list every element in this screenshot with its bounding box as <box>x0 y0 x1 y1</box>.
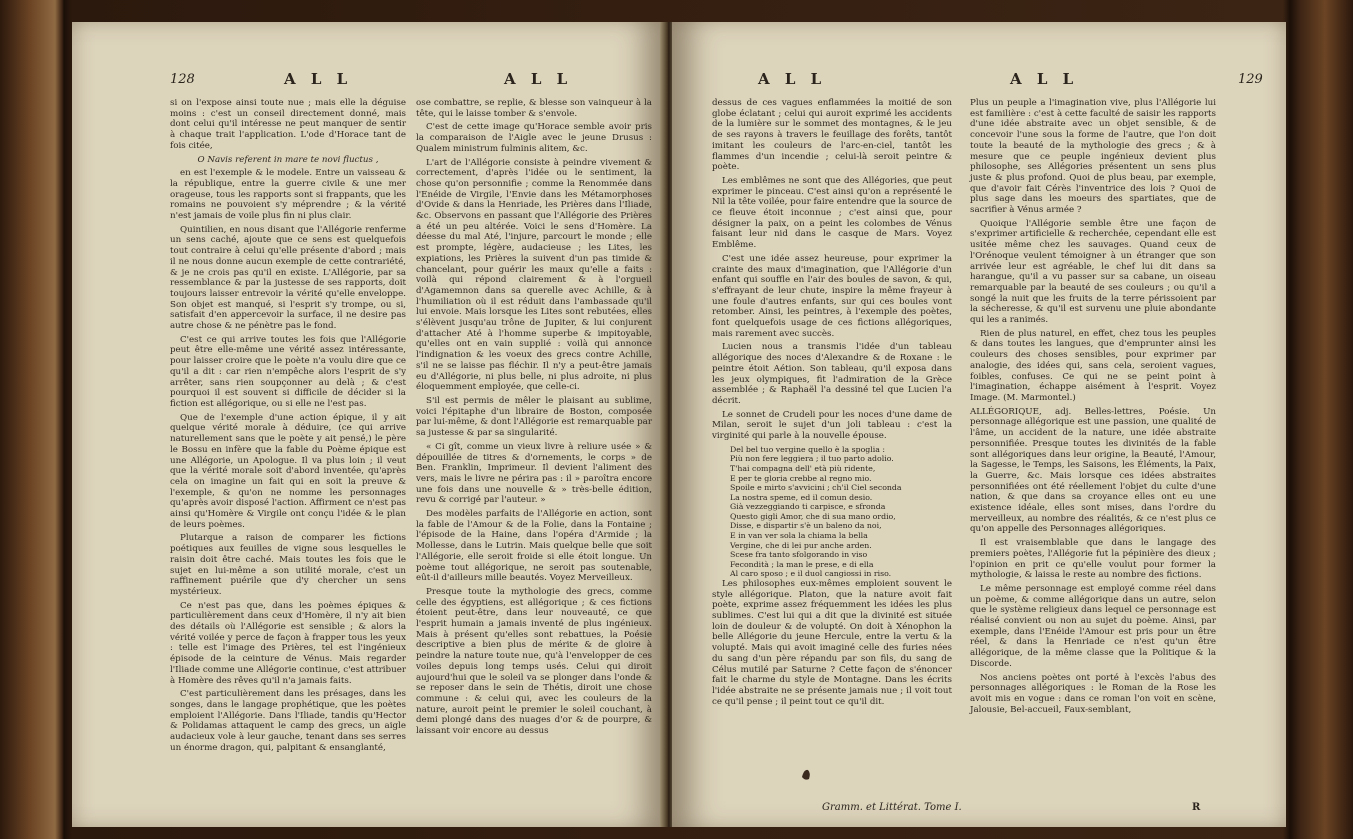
paragraph: C'est ce qui arrive toutes les fois que l'Allégorie peut être elle-même une vérité assez intéressante, pour laisser croire que le poète n'a voulu dire que ce qu'il a dit : car rien n'empêche alors l'esprit de s'y arrêter, sans rien soupçonner au delà ; & c'est pourquoi il est souvent si difficile de décider si la fiction est allégorique, ou si elle ne l'est pas. <box>170 334 406 409</box>
paragraph: Presque toute la mythologie des grecs, comme celle des égyptiens, est allégorique ; & ces fictions étoient peut-être, dans leur nouveauté, ce que l'esprit humain a jamais inventé de plus ingénieux. Mais à présent qu'elles sont rebattues, la Poésie descriptive a bien plus de mérite & de gloire à peindre la nature toute nue, qu'à l'envelopper de ces voiles depuis long temps usés. Celui qui diroit aujourd'hui que le soleil va se plonger dans l'onde & se reposer dans le sein de Thétis, diroit une chose commune : & celui qui, avec les couleurs de la nature, auroit peint le premier le soleil couchant, à demi plongé dans des nuages d'or & de pourpre, & laissant voir encore au dessus <box>416 586 652 737</box>
poem-line: Già vezzeggiando ti carpisce, e sfronda <box>730 502 886 512</box>
paragraph: L'art de l'Allégorie consiste à peindre vivement & correctement, d'après l'idée ou le sentiment, la chose qu'on personnifie ; comme la Renommée dans l'Enéide de Virgile, l'Envie dans les Métamorphoses d'Ovide & dans la Henriade, les Prières dans l'Iliade, &c. Observons en passant que l'Allégorie des Prières a été un peu altérée. Voici le sens d'Homère. La déesse du mal Até, l'injure, parcourt le monde ; elle est prompte, légère, audacieuse ; les Lites, les expiations, les Prières la suivent d'un pas timide & chancelant, pour guérir les maux qu'elle a faits : voilà qui répond clairement & à l'orgueil d'Agamemnon dans sa querelle avec Achille, & à l'humiliation où il est réduit dans l'ambassade qu'il lui envoie. Mais lorsque les Lites sont rebutées, elles s'élèvent jusqu'au trône de Jupiter, & lui conjurent d'attacher Até à l'homme superbe & impitoyable, qu'elles ont en vain supplié : voilà qui annonce l'indignation & les voeux des grecs contre Achille, s'il ne se laisse pas fléchir. Il n'y a peut-être jamais eu d'Allégorie, ni plus belle, ni plus adroite, ni plus éloquemment employée, que celle-ci. <box>416 157 652 393</box>
paragraph: S'il est permis de mêler le plaisant au sublime, voici l'épitaphe d'un libraire de Boston, composée par lui-même, & dont l'Allégorie est remarquable par sa justesse & par sa singularité. <box>416 395 652 439</box>
running-header-right: A L L <box>758 70 827 88</box>
paragraph: Lucien nous a transmis l'idée d'un tableau allégorique des noces d'Alexandre & de Roxane : le peintre étoit Aétion. Son tableau, qu'il exposa dans les jeux olympiques, fit l'admiration de la Grèce assemblée ; & Raphaël l'a dessiné tel que Lucien l'a décrit. <box>712 342 952 406</box>
paragraph: Nos anciens poètes ont porté à l'excès l'abus des personnages allégoriques : le Roman de la Rose les avoit mis en vogue : dans ce roman l'on voit en scène, Jalousie, Bel-accueil, Faux-semblant, <box>970 672 1216 715</box>
italian-sonnet <box>730 445 952 579</box>
left-column-2 <box>416 98 652 740</box>
poem-line: Più non fere leggiera ; il tuo parto adolio. <box>730 454 894 464</box>
paragraph: en est l'exemple & le modele. Entre un vaisseau & la république, entre la guerre civile & une mer orageuse, tous les rapports sont si frappants, que les romains ne pouvoient s'y méprendre ; & la vérité n'est jamais de voile plus fin ni plus clair. <box>170 168 406 222</box>
paragraph: ose combattre, se replie, & blesse son vainqueur à la tête, qui le laisse tomber & s'envole. <box>416 98 652 119</box>
paragraph: C'est de cette image qu'Horace semble avoir pris la comparaison de l'Aigle avec le jeune Drusus : Qualem ministrum fulminis alitem, &c. <box>416 122 652 154</box>
poem-line: Al caro sposo ; e il duol cangiossi in riso. <box>730 569 892 579</box>
poem-line: La nostra speme, ed il comun desio. <box>730 492 873 502</box>
poem-line: E in van ver sola la chiama la bella <box>730 531 868 540</box>
right-page <box>672 22 1286 827</box>
poem-line: Fecondità ; la man le prese, e di ella <box>730 559 874 569</box>
footer-signature: Gramm. et Littérat. Tome I. <box>822 802 962 813</box>
paragraph: Plutarque a raison de comparer les fictions poétiques aux feuilles de vigne sous lesquelles le raisin doit être caché. Mais toutes les fois que le sujet en lui-même a son utilité morale, c'est un raffinement puérile que d'y chercher un sens mystérieux. <box>170 533 406 597</box>
poem-line: E per te gloria crebbe al regno mio. <box>730 473 872 483</box>
entry-allegorique: ALLÉGORIQUE, adj. Belles-lettres, Poésie. Un personnage allégorique est une passion, une qualité de l'âme, un accident de la nature, une idée abstraite personnifiée. Presque toutes les divinités de la fable sont allégoriques dans leur origine, la Beauté, l'Amour, la Sagesse, le Temps, les Saisons, les Éléments, la Paix, la Guerre, &c. Mais lorsque ces idées abstraites personnifiées ont été réellement l'objet du culte d'une nation, & que dans sa croyance elles ont eu une existence idéale, elles sont mises, dans l'ordre du merveilleux, au nombre des réalités, & ce n'est plus ce qu'on appelle des Personnages allégoriques. <box>970 406 1216 535</box>
paragraph: Rien de plus naturel, en effet, chez tous les peuples & dans toutes les langues, que d'emprunter ainsi les couleurs des choses sensibles, pour exprimer par analogie, des idées qui, sans cela, seroient vagues, foibles, confuses. Ce qui ne se peint point à l'imagination, échappe aisément à l'esprit. Voyez Image. (M. Marmontel.) <box>970 328 1216 403</box>
footer-mark: R <box>1192 802 1201 813</box>
running-header-left: A L L <box>284 70 353 88</box>
poem-line: Scese fra tanto sfolgorando in viso <box>730 550 868 560</box>
paragraph: Le même personnage est employé comme réel dans un poème, & comme allégorique dans un autre, selon que le système religieux dans lequel ce personnage est réalisé convient ou non au sujet du poème. Ainsi, par exemple, dans l'Enéide l'Amour est pris pour un être réel, & dans la Henriade ce n'est qu'un être allégorique, de la même classe que la Politique & la Discorde. <box>970 583 1216 669</box>
running-header-left-col2: A L L <box>504 70 573 88</box>
right-column-2 <box>970 98 1216 718</box>
left-column-1 <box>170 98 406 756</box>
paragraph: Le sonnet de Crudeli pour les noces d'une dame de Milan, seroit le sujet d'un joli tableau : c'est la virginité qui parle à la nouvelle épouse. <box>712 409 952 442</box>
poem-line: T'hai compagna dell' età più ridente, <box>730 463 876 473</box>
paragraph: Que de l'exemple d'une action épique, il y ait quelque vérité morale à déduire, (ce qui arrive naturellement sans que le poète y ait pensé,) le père le Bossu en infère que la fable du Poème épique est une Allégorie, un Apologue. Il va plus loin ; il veut que la vérité morale soit d'abord inventée, qu'après cela on imagine un fait qui en soit la preuve & l'exemple, & qu'on ne nomme les personnages qu'après avoir disposé l'action. Affirment ce n'est pas ainsi qu'Homère & Virgile ont conçu l'idée & le plan de leurs poèmes. <box>170 412 406 530</box>
paragraph: Plus un peuple a l'imagination vive, plus l'Allégorie lui est familière : c'est à cette faculté de saisir les rapports d'une idée abstraite avec un objet sensible, & de concevoir l'une sous la forme de l'autre, que l'on doit toute la beauté de la mythologie des grecs ; & à mesure que ce peuple ingénieux devient plus philosophe, ses Allégories présentent un sens plus juste & plus profond. Quoi de plus beau, par exemple, que d'avoir fait Cérès l'inventrice des lois ? Quoi de plus sage dans les moeurs des spartiates, que de sacrifier à Vénus armée ? <box>970 98 1216 216</box>
poem-line: Del bel tuo vergine quello è la spoglia : <box>730 444 886 454</box>
poem-line: Vergine, che di lei pur anche arden. <box>730 540 872 550</box>
page-number-right: 129 <box>1238 72 1263 87</box>
paragraph: Des modèles parfaits de l'Allégorie en action, sont la fable de l'Amour & de la Folie, dans la Fontaine ; l'épisode de la Haine, dans l'opéra d'Armide ; la Mollesse, dans le Lutrin. Mais quelque belle que soit l'Allégorie, elle seroit froide si elle étoit longue. Un poème tout allégorique, ne seroit pas soutenable, eût-il d'ailleurs mille beautés. Voyez Merveilleux. <box>416 509 652 584</box>
paragraph: Ce n'est pas que, dans les poèmes épiques & particulièrement dans ceux d'Homère, il n'y ait bien des détails où l'Allégorie est sensible ; & alors la vérité voilée y perce de façon à frapper tous les yeux : telle est l'image des Prières, tel est l'ingénieux épisode de la ceinture de Vénus. Mais regarder l'Iliade comme une Allégorie continue, c'est attribuer à Homère des rêves qu'il n'a jamais faits. <box>170 600 406 686</box>
paragraph: Les philosophes eux-mêmes emploient souvent le style allégorique. Platon, que la nature avoit fait poète, exprime assez fréquemment les idées les plus sublimes. C'est lui qui a dit que la divinité est située loin de douleur & de volupté. On doit à Xénophon la belle Allégorie du jeune Hercule, entre la vertu & la volupté. Mais qui avoit imaginé celle des furies nées du sang d'un père répandu par son fils, du sang de Célus mutilé par Saturne ? Cette façon de s'énoncer fait le charme du style de Montagne. Dans les écrits l'idée abstraite ne se présente jamais nue ; il voit tout ce qu'il pense ; il peint tout ce qu'il dit. <box>712 578 952 707</box>
poem-line: Questo gigli Amor, che di sua mano ordio, <box>730 511 896 521</box>
paragraph: dessus de ces vagues enflammées la moitié de son globe éclatant ; celui qui auroit exprimé les accidents de la lumière sur le sommet des montagnes, & le jeu de ses rayons à travers le feuillage des forêts, tantôt imitant les couleurs de l'arc-en-ciel, tantôt les flammes d'un incendie ; celui-là seroit peintre & poète. <box>712 98 952 173</box>
paragraph: si on l'expose ainsi toute nue ; mais elle la déguise moins : c'est un conseil directement donné, mais dont celui qu'il intéresse ne peut manquer de sentir à chaque trait l'application. L'ode d'Horace tant de fois citée, <box>170 98 406 151</box>
ink-blot-icon <box>800 767 812 781</box>
epitaph-quotation: « Ci gît, comme un vieux livre à reliure usée » & dépouillée de titres & d'ornements, le corps » de Ben. Franklin, Imprimeur. Il devient l'aliment des vers, mais le livre ne périra pas : il » paroîtra encore une fois dans une nouvelle & » très-belle édition, revu & corrigé par l'auteur. » <box>416 441 652 506</box>
latin-quotation: O Navis referent in mare te novi fluctus , <box>197 154 379 165</box>
paragraph: Quintilien, en nous disant que l'Allégorie renferme un sens caché, ajoute que ce sens est quelquefois tout contraire à celui qu'elle présente d'abord ; mais il ne nous donne aucun exemple de cette contrariété, & je ne crois pas qu'il en existe. L'Allégorie, par sa ressemblance & par la justesse de ses rapports, doit toujours laisser entrevoir la vérité qu'elle enveloppe. Son objet est manqué, si l'esprit s'y trompe, ou si, satisfait d'en appercevoir la surface, il ne desire pas autre chose & ne pénètre pas le fond. <box>170 224 406 332</box>
paragraph: Les emblêmes ne sont que des Allégories, que peut exprimer le pinceau. C'est ainsi qu'on a représenté le Nil la tête voilée, pour faire entendre que la source de ce fleuve étoit inconnue ; c'est ainsi que, pour désigner la paix, on a peint les colombes de Vénus faisant leur nid dans le casque de Mars. Voyez Emblême. <box>712 175 952 251</box>
poem-line: Spoile e mirto s'avvicini ; ch'il Ciel seconda <box>730 483 902 493</box>
paragraph: C'est particulièrement dans les présages, dans les songes, dans le langage prophétique, que les poètes emploient l'Allégorie. Dans l'Iliade, tandis qu'Hector & Polidamas attaquent le camp des grecs, un aigle audacieux vole à leur gauche, tenant dans ses serres un énorme dragon, qui, palpitant & ensanglanté, <box>170 689 406 753</box>
running-header-right-col2: A L L <box>1010 70 1079 88</box>
paragraph: Quoique l'Allégorie semble être une façon de s'exprimer artificielle & recherchée, cependant elle est usitée même chez les sauvages. Quand ceux de l'Orénoque veulent témoigner à un étranger que son arrivée leur est agréable, le chef lui dit dans sa harangue, qu'il a vu passer sur sa cabane, un oiseau remarquable par la beauté de ses couleurs ; ou qu'il a songé la nuit que les fruits de la terre périssoient par la sécheresse, & qu'il est survenu une pluie abondante qui les a ranimés. <box>970 218 1216 326</box>
page-number-left: 128 <box>170 72 195 87</box>
left-page <box>72 22 664 827</box>
poem-line: Disse, e dispartir s'è un baleno da noi, <box>730 521 882 531</box>
paragraph: C'est une idée assez heureuse, pour exprimer la crainte des maux d'imagination, que l'Allégorie d'un enfant qui souffle en l'air des boules de savon, & qui, s'effrayant de leur chute, inspire la même frayeur à une foule d'autres enfants, sur qui ces boules vont retomber. Ainsi, les peintres, à l'exemple des poètes, font quelquefois usage de ces fictions allégoriques, mais rarement avec succès. <box>712 253 952 339</box>
paragraph: Il est vraisemblable que dans le langage des premiers poètes, l'Allégorie fut la pépinière des dieux ; l'opinion en prit ce qu'elle voulut pour former la mythologie, & laissa le reste au nombre des fictions. <box>970 538 1216 581</box>
right-column-1 <box>712 98 952 710</box>
